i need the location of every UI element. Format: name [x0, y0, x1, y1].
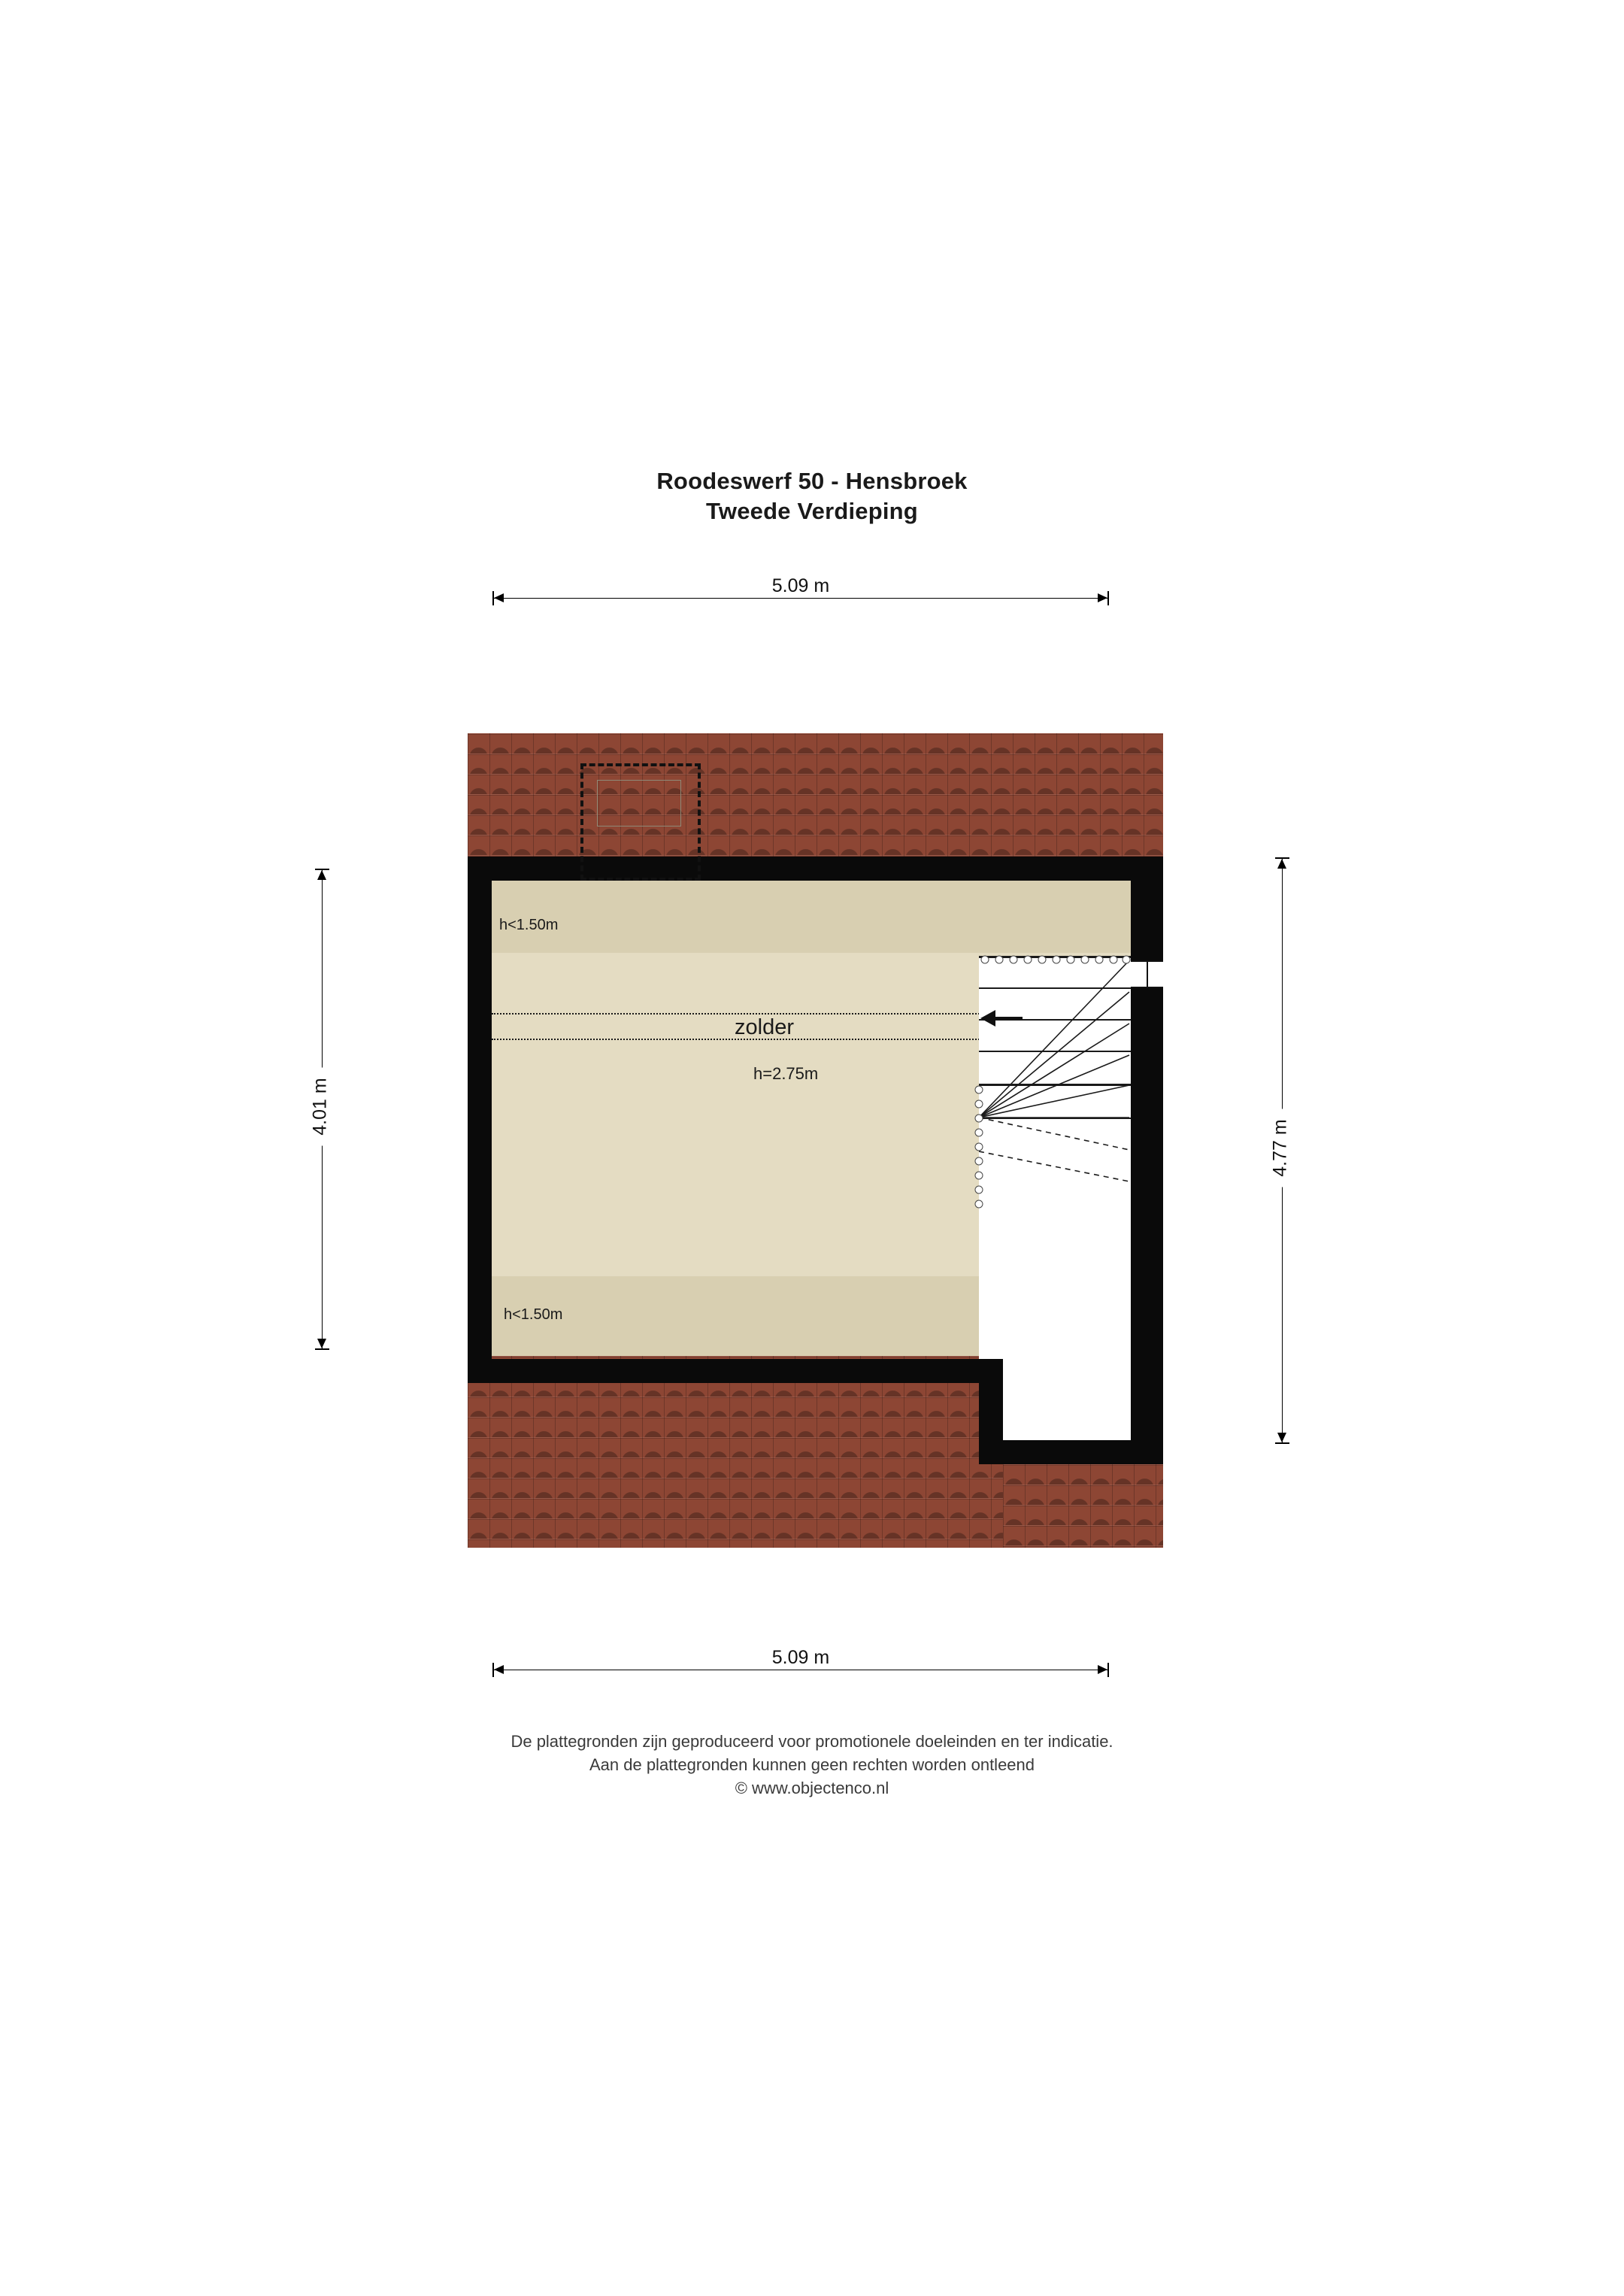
dimension-bottom-width: [492, 1647, 1109, 1685]
stair-direction-arrow: [979, 1007, 1024, 1030]
footer-disclaimer: [0, 1730, 1624, 1800]
wall-bottom-left: [468, 1359, 1003, 1383]
dimension-arrow-top: [317, 870, 326, 880]
footer-line-1: De plattegronden zijn geproduceerd voor promotionele doeleinden en ter indicatie.: [511, 1732, 1113, 1751]
title-address: Roodeswerf 50 - Hensbroek: [656, 468, 968, 494]
room-label-zolder: zolder: [735, 1015, 794, 1039]
dimension-arrow-top: [1277, 859, 1286, 869]
staircase: [979, 956, 1131, 1359]
slope-label-top: h<1.50m: [499, 917, 559, 933]
roof-hatch-inner: [597, 780, 681, 826]
ridge-line-upper: [492, 1013, 988, 1015]
wall-left: [468, 857, 492, 1383]
title-floor: Tweede Verdieping: [706, 498, 918, 524]
dimension-right-height: [1267, 857, 1297, 1444]
roof-tiles-top: [468, 733, 1163, 857]
wall-bottom-right: [979, 1440, 1163, 1464]
wall-top: [468, 857, 1163, 881]
floor-plan-drawing: [468, 733, 1163, 1553]
dimension-bottom-label: [492, 1647, 1109, 1669]
footer-copyright: © www.objectenco.nl: [735, 1779, 889, 1797]
dimension-cap-bottom: [1275, 1442, 1289, 1444]
roof-tiles-bottom: [468, 1356, 1003, 1548]
roof-tiles-bottom-right: [1003, 1464, 1163, 1548]
slope-band-top: [492, 881, 1131, 953]
balustrade-left: [973, 1084, 985, 1309]
dimension-right-label: [1270, 1088, 1292, 1209]
slope-label-bottom: h<1.50m: [504, 1306, 563, 1323]
wall-right-upper: [1131, 857, 1163, 960]
dimension-top-label: [492, 575, 1109, 597]
dimension-arrow-bottom: [317, 1339, 326, 1348]
wall-right-lower: [1131, 985, 1163, 1464]
room-height-zolder: h=2.75m: [753, 1064, 819, 1083]
dimension-left-label: [310, 1047, 332, 1167]
footer-line-2: Aan de plattegronden kunnen geen rechten worden ontleend: [589, 1755, 1035, 1774]
dimension-top-value: 5.09 m: [762, 575, 840, 596]
dimension-bottom-value: 5.09 m: [762, 1647, 840, 1668]
balustrade-top: [979, 954, 1131, 966]
window-right: [1131, 960, 1163, 988]
dimension-arrow-bottom: [1277, 1433, 1286, 1442]
dimension-left-height: [307, 869, 337, 1350]
dimension-top-width: [492, 575, 1109, 613]
dimension-left-value: 4.01 m: [310, 1067, 331, 1145]
dimension-cap-bottom: [315, 1348, 329, 1350]
dimension-line: [492, 598, 1109, 599]
page-title: [0, 466, 1624, 526]
dimension-right-value: 4.77 m: [1270, 1109, 1291, 1187]
